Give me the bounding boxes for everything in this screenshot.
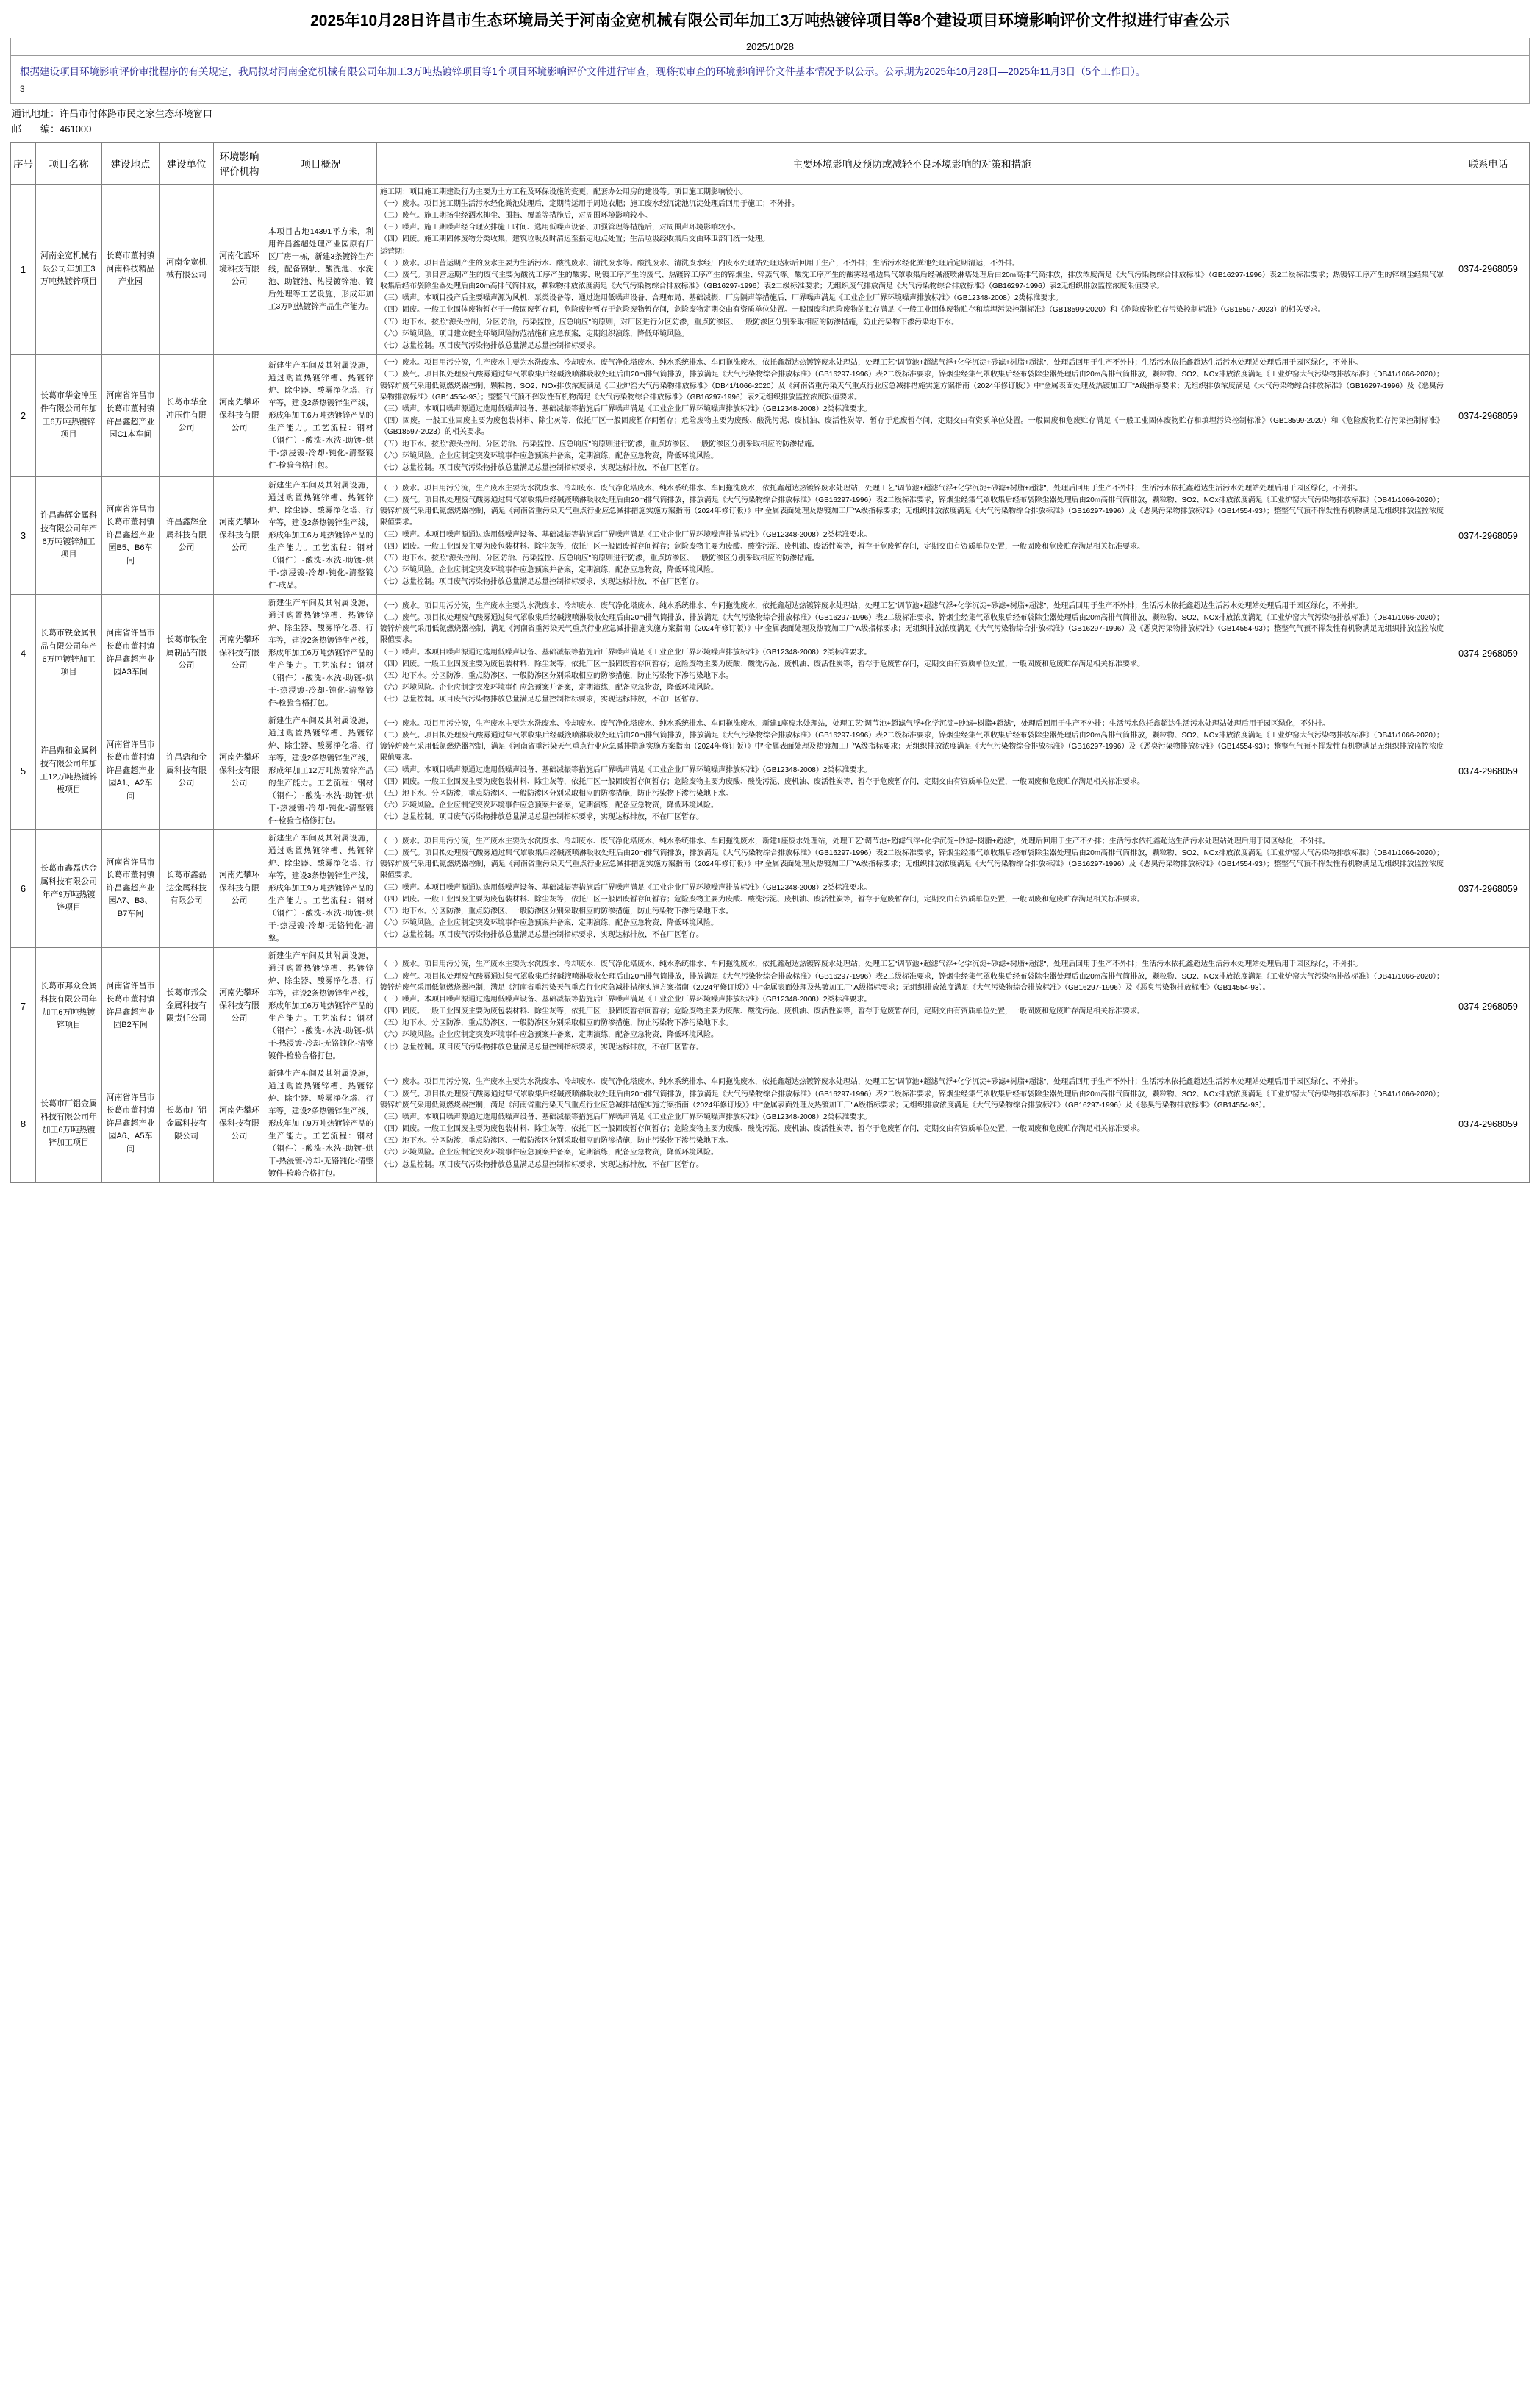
cell-overview: 新建生产车间及其附属设施，通过购置热镀锌槽、热镀锌炉、除尘器、酸雾净化塔、行车等，建设2条热镀锌生产线，形成年加工6万吨热镀锌产品的生产能力。工艺流程：钢材（钢件）-酸洗-水洗-助镀-烘干-热浸镀-冷却-钝化-清整镀件-检验合格打包。	[265, 355, 377, 477]
measure-paragraph: （七）总量控制。项目废气污染物排放总量满足总量控制指标要求，实现达标排放，不在厂区暂存。	[380, 1160, 703, 1169]
cell-phone: 0374-2968059	[1447, 830, 1530, 948]
measure-paragraph: （六）环境风险。企业应制定突发环境事件应急预案并备案，定期演练，配备应急物资，降低环境风险。	[380, 1031, 718, 1040]
measure-paragraph: （六）环境风险。企业应制定突发环境事件应急预案并备案，定期演练，配备应急物资，降低环境风险。	[380, 1149, 718, 1157]
cell-measures	[377, 712, 1447, 830]
cell-index: 8	[11, 1065, 36, 1183]
cell-measures	[377, 1065, 1447, 1183]
col-unit: 建设单位	[160, 142, 214, 184]
cell-overview: 新建生产车间及其附属设施，通过购置热镀锌槽、热镀锌炉、除尘器、酸雾净化塔、行车等，建设2条热镀锌生产线，形成年加工6万吨热镀锌产品的生产能力。工艺流程：钢材（钢件）-酸洗-水洗-助镀-烘干-热浸镀-冷却-钝化-清整镀件-成品。	[265, 477, 377, 595]
cell-phone: 0374-2968059	[1447, 184, 1530, 355]
measure-paragraph: （四）固废。一般工业固废主要为废包装材料、除尘灰等，依托厂区一般固废暂存间暂存；危险废物主要为废酸、酸洗污泥、废机油、废活性炭等，暂存于危废暂存间，定期交由有资质单位处置，一般固废和危废贮存满足相关标准要求。	[380, 542, 1145, 551]
cell-measures	[377, 830, 1447, 948]
cell-phone: 0374-2968059	[1447, 948, 1530, 1065]
cell-measures	[377, 184, 1447, 355]
contact-block	[10, 104, 1530, 142]
table-row	[11, 830, 1530, 948]
cell-site: 河南省许昌市长葛市董村镇许昌鑫超产业园A1、A2车间	[102, 712, 160, 830]
cell-unit: 长葛市铁金属制品有限公司	[160, 595, 214, 712]
cell-eia-org: 河南先攀环保科技有限公司	[214, 595, 265, 712]
measure-paragraph: （六）环境风险。企业应制定突发环境事件应急预案并备案，定期演练，配备应急物资，降低环境风险。	[380, 566, 718, 575]
table-row	[11, 355, 1530, 477]
cell-site: 河南省许昌市长葛市董村镇许昌鑫超产业园A7、B3、B7车间	[102, 830, 160, 948]
cell-unit: 河南金宽机械有限公司	[160, 184, 214, 355]
cell-measures	[377, 948, 1447, 1065]
col-measures: 主要环境影响及预防或减轻不良环境影响的对策和措施	[377, 142, 1447, 184]
col-index: 序号	[11, 142, 36, 184]
measure-paragraph: （五）地下水。按照"源头控制，分区防治，污染监控，应急响应"的原则，对厂区进行分区防渗，重点防渗区、一般防渗区分别采取相应的防渗措施，防止污染物下渗污染地下水。	[380, 318, 959, 326]
measure-paragraph: （七）总量控制。项目废气污染物排放总量满足总量控制指标要求，实现达标排放，不在厂区暂存。	[380, 931, 703, 940]
measure-paragraph: （三）噪声。本项目噪声源通过选用低噪声设备、基础减振等措施后厂界噪声满足《工业企业厂界环境噪声排放标准》（GB12348-2008）2类标准要求。	[380, 648, 872, 657]
cell-unit: 长葛市邦众金属科技有限责任公司	[160, 948, 214, 1065]
measure-paragraph: （七）总量控制。项目废气污染物排放总量满足总量控制指标要求，实现达标排放，不在厂区暂存。	[380, 1043, 703, 1051]
measure-paragraph: （二）废气。施工期扬尘经洒水抑尘、围挡、覆盖等措施后，对周围环境影响较小。	[380, 211, 652, 220]
cell-project-name: 许昌鑫辉金属科技有限公司年产6万吨镀锌加工项目	[36, 477, 102, 595]
cell-overview: 新建生产车间及其附属设施，通过购置热镀锌槽、热镀锌炉、除尘器、酸雾净化塔、行车等，建设2条热镀锌生产线，形成年加工6万吨热镀锌产品的生产能力。工艺流程：钢材（钢件）-酸洗-水洗-助镀-烘干-热浸镀-冷却-无铬钝化-清整镀件-检验合格打包。	[265, 948, 377, 1065]
cell-project-name: 长葛市铁金属制品有限公司年产6万吨镀锌加工项目	[36, 595, 102, 712]
measure-paragraph: （四）固废。一般工业固废主要为废包装材料、除尘灰等，依托厂区一般固废暂存间暂存；危险废物主要为废酸、酸洗污泥、废机油、废活性炭等，暂存于危废暂存间，定期交由有资质单位处置，一般固废和危废贮存满足相关标准要求。	[380, 895, 1145, 904]
cell-eia-org: 河南先攀环保科技有限公司	[214, 355, 265, 477]
cell-eia-org: 河南先攀环保科技有限公司	[214, 830, 265, 948]
contact-postcode: 邮 编：461000	[12, 123, 92, 135]
measure-paragraph: （三）噪声。本项目噪声源通过选用低噪声设备、基础减振等措施后厂界噪声满足《工业企业厂界环境噪声排放标准》（GB12348-2008）2类标准要求。	[380, 530, 872, 539]
cell-measures	[377, 595, 1447, 712]
cell-project-name: 河南金宽机械有限公司年加工3万吨热镀锌项目	[36, 184, 102, 355]
measure-paragraph: 运营期：	[380, 247, 409, 256]
measure-paragraph: （一）废水。项目用污分流，生产废水主要为水洗废水、冷却废水、废气净化塔废水、纯水系统排水、车间拖洗废水，新建1座废水处理站，处理工艺"调节池+超滤气浮+化学沉淀+砂滤+树脂+超滤"，处理后回用于生产不外排；生活污水依托鑫超达生活污水处理站处理后用于园区绿化，不外排。	[380, 719, 1330, 728]
measure-paragraph: （五）地下水。分区防渗，重点防渗区、一般防渗区分别采取相应的防渗措施，防止污染物下渗污染地下水。	[380, 1019, 733, 1028]
measure-paragraph: （七）总量控制。项目废气污染物排放总量满足总量控制指标要求，实现达标排放，不在厂区暂存。	[380, 696, 703, 704]
measure-paragraph: （五）地下水。分区防渗，重点防渗区、一般防渗区分别采取相应的防渗措施，防止污染物下渗污染地下水。	[380, 789, 733, 798]
cell-eia-org: 河南先攀环保科技有限公司	[214, 1065, 265, 1183]
measure-paragraph: （二）废气。项目拟处理废气酸雾通过集气罩收集后经碱液喷淋吸收处理后由20m排气筒排放，排放满足《大气污染物综合排放标准》（GB16297-1996）表2二级标准要求，锌烟尘经集气罩收集后经布袋除尘器处理后由20m高排气筒排放，颗粒物、SO2、NOx排放浓度满足《工业炉窑大气污染物排放标准》（DB41/1066-2020）；镀锌炉废气采用低氮燃烧器控制，颗粒物、SO2、NOx排放浓度满足《工业炉窑大气污染物排放标准》（DB41/1066-2020）及《河南省重污染天气重点行业应急减排措施实施方案指南（2024年修订版）》中"金属表面处理及热镀加工厂"A级指标要求；无组织排放浓度满足《大气污染物综合排放标准》（GB16297-1996）及《恶臭污染物排放标准》（GB14554-93）；整整气气预不挥发性有机物满足《大气污染物综合排放标准》（GB16297-1996）表2无组织排放监控浓度限值要求。	[380, 371, 1444, 401]
measure-paragraph: （二）废气。项目拟处理废气酸雾通过集气罩收集后经碱液喷淋吸收处理后由20m排气筒排放，排放满足《大气污染物综合排放标准》（GB16297-1996）表2二级标准要求，锌烟尘经集气罩收集后经布袋除尘器处理后由20m高排气筒排放，颗粒物、SO2、NOx排放浓度满足《工业炉窑大气污染物排放标准》（DB41/1066-2020）；镀锌炉废气采用低氮燃烧器控制，满足《河南省重污染天气重点行业应急减排措施实施方案指南（2024年修订版）》中"金属表面处理及热镀加工厂"A级指标要求；无组织排放浓度满足《大气污染物综合排放标准》（GB16297-1996）及《恶臭污染物排放标准》（GB14554-93）。	[380, 1090, 1444, 1110]
measure-paragraph: （四）固废。一般工业固体废物暂存于一般固废暂存间，危险废物暂存于危险废物暂存间，危险废物定期交由有资质单位处置。一般固废和危险废物的贮存满足《一般工业固体废物贮存和填埋污染控制标准》（GB18599-2020）和《危险废物贮存污染控制标准》（GB18597-2023）的相关要求。	[380, 306, 1325, 315]
table-header	[11, 142, 1530, 184]
cell-unit: 长葛市厂铝金属科技有限公司	[160, 1065, 214, 1183]
cell-eia-org: 河南先攀环保科技有限公司	[214, 477, 265, 595]
measure-paragraph: （一）废水。项目施工期生活污水经化粪池处理后，定期清运用于周边农肥；施工废水经沉淀池沉淀处理后回用于施工；不外排。	[380, 199, 799, 208]
measure-paragraph: （六）环境风险。项目建立健全环境风险防范措施和应急预案，定期组织演练，降低环境风险。	[380, 329, 689, 338]
measure-paragraph: （一）废水。项目用污分流，生产废水主要为水洗废水、冷却废水、废气净化塔废水、纯水系统排水、车间拖洗废水，依托鑫超达热镀锌废水处理站，处理工艺"调节池+超滤气浮+化学沉淀+砂滤+树脂+超滤"，处理后回用于生产不外排；生活污水依托鑫超达生活污水处理站处理后用于园区绿化，不外排。	[380, 359, 1363, 368]
cell-project-name: 长葛市鑫磊达金属科技有限公司年产9万吨热镀锌项目	[36, 830, 102, 948]
cell-site: 河南省许昌市长葛市董村镇许昌鑫超产业园A6、A5车间	[102, 1065, 160, 1183]
measure-paragraph: （三）噪声。本项目噪声源通过选用低噪声设备、基础减振等措施后厂界噪声满足《工业企业厂界环境噪声排放标准》（GB12348-2008）2类标准要求。	[380, 883, 872, 892]
measure-paragraph: （一）废水。项目用污分流，生产废水主要为水洗废水、冷却废水、废气净化塔废水、纯水系统排水、车间拖洗废水，依托鑫超达热镀锌废水处理站，处理工艺"调节池+超滤气浮+化学沉淀+砂滤+树脂+超滤"，处理后回用于生产不外排；生活污水依托鑫超达生活污水处理站处理后用于园区绿化，不外排。	[380, 484, 1363, 493]
cell-index: 1	[11, 184, 36, 355]
measure-paragraph: （七）总量控制。项目废气污染物排放总量满足总量控制指标要求。	[380, 342, 601, 351]
table-row	[11, 184, 1530, 355]
measure-paragraph: （六）环境风险。企业应制定突发环境事件应急预案并备案，定期演练，配备应急物资，降低环境风险。	[380, 684, 718, 693]
cell-unit: 长葛市华金冲压件有限公司	[160, 355, 214, 477]
measure-paragraph: （四）固废。一般工业固废主要为废包装材料、除尘灰等，依托厂区一般固废暂存间暂存；危险废物主要为废酸、酸洗污泥、废机油、废活性炭等，暂存于危废暂存间，定期交由有资质单位处置。一般固废和危废贮存满足《一般工业固体废物贮存和填埋污染控制标准》（GB18599-2020）和《危险废物贮存污染控制标准》（GB18597-2023）的相关要求。	[380, 417, 1444, 437]
cell-phone: 0374-2968059	[1447, 712, 1530, 830]
measure-paragraph: （六）环境风险。企业应制定突发环境事件应急预案并备案，定期演练，配备应急物资，降低环境风险。	[380, 801, 718, 810]
measure-paragraph: （五）地下水。分区防渗，重点防渗区、一般防渗区分别采取相应的防渗措施，防止污染物下渗污染地下水。	[380, 1137, 733, 1146]
col-phone: 联系电话	[1447, 142, 1530, 184]
document-page	[0, 0, 1540, 1198]
measure-paragraph: （三）噪声。本项目噪声源通过选用低噪声设备、基础减振等措施后厂界噪声满足《工业企业厂界环境噪声排放标准》（GB12348-2008）2类标准要求。	[380, 1112, 872, 1121]
col-project-name: 项目名称	[36, 142, 102, 184]
measure-paragraph: （三）噪声。本项目噪声源通过选用低噪声设备、基础减振等措施后厂界噪声满足《工业企业厂界环境噪声排放标准》（GB12348-2008）2类标准要求。	[380, 765, 872, 774]
cell-project-name: 长葛市邦众金属科技有限公司年加工6万吨热镀锌项目	[36, 948, 102, 1065]
contact-address: 通讯地址：许昌市付体路市民之家生态环境窗口	[12, 108, 213, 120]
measure-paragraph: （五）地下水。按照"源头控制、分区防治、污染监控、应急响应"的原则进行防渗，重点防渗区、一般防渗区分别采取相应的防渗措施。	[380, 440, 820, 449]
cell-index: 2	[11, 355, 36, 477]
notice-block	[10, 55, 1530, 104]
measure-paragraph: （一）废水。项目用污分流，生产废水主要为水洗废水、冷却废水、废气净化塔废水、纯水系统排水、车间拖洗废水，依托鑫超达热镀锌废水处理站，处理工艺"调节池+超滤气浮+化学沉淀+砂滤+树脂+超滤"，处理后回用于生产不外排；生活污水依托鑫超达生活污水处理站处理后用于园区绿化，不外排。	[380, 601, 1363, 610]
measure-paragraph: （五）地下水。按照"源头控制、分区防治、污染监控、应急响应"的原则进行防渗，重点防渗区、一般防渗区分别采取相应的防渗措施。	[380, 554, 820, 562]
table-row	[11, 477, 1530, 595]
measure-paragraph: （二）废气。项目拟处理废气酸雾通过集气罩收集后经碱液喷淋吸收处理后由20m排气筒排放，排放满足《大气污染物综合排放标准》（GB16297-1996）表2二级标准要求，锌烟尘经集气罩收集后经布袋除尘器处理后由20m高排气筒排放，颗粒物、SO2、NOx排放浓度满足《工业炉窑大气污染物排放标准》（DB41/1066-2020）；镀锌炉废气采用低氮燃烧器控制，满足《河南省重污染天气重点行业应急减排措施实施方案指南（2024年修订版）》中"金属表面处理及热镀加工厂"A级指标要求；无组织排放浓度满足《大气污染物综合排放标准》（GB16297-1996）及《恶臭污染物排放标准》（GB14554-93）；整整气气预不挥发性有机物满足无组织排放监控浓度限值要求。	[380, 731, 1444, 762]
cell-unit: 许昌鼎和金属科技有限公司	[160, 712, 214, 830]
measure-paragraph: （二）废气。项目拟处理废气酸雾通过集气罩收集后经碱液喷淋吸收处理后由20m排气筒排放，排放满足《大气污染物综合排放标准》（GB16297-1996）表2二级标准要求，锌烟尘经集气罩收集后经布袋除尘器处理后由20m高排气筒排放，颗粒物、SO2、NOx排放浓度满足《工业炉窑大气污染物排放标准》（DB41/1066-2020）；镀锌炉废气采用低氮燃烧器控制，满足《河南省重污染天气重点行业应急减排措施实施方案指南（2024年修订版）》中"金属表面处理及热镀加工厂"A级指标要求；无组织排放浓度满足《大气污染物综合排放标准》（GB16297-1996）及《恶臭污染物排放标准》（GB14554-93）；整整气气预不挥发性有机物满足无组织排放监控浓度限值要求。	[380, 613, 1444, 645]
measure-paragraph: （七）总量控制。项目废气污染物排放总量满足总量控制指标要求，实现达标排放，不在厂区暂存。	[380, 578, 703, 587]
cell-overview: 新建生产车间及其附属设施，通过购置热镀锌槽、热镀锌炉、除尘器、酸雾净化塔、行车等，建设2条热镀锌生产线，形成年加工6万吨热镀锌产品的生产能力。工艺流程：钢材（钢件）-酸洗-水洗-助镀-烘干-热浸镀-冷却-钝化-清整镀件-检验合格打包。	[265, 595, 377, 712]
table-body	[11, 184, 1530, 1183]
measure-paragraph: （二）废气。项目营运期产生的废气主要为酸洗工序产生的酸雾、助镀工序产生的废气、热镀锌工序产生的锌烟尘、锌蒸气等。酸洗工序产生的酸雾经槽边集气罩收集后经碱液喷淋塔处理后由20m高排气筒排放，排放浓度满足《大气污染物综合排放标准》（GB16297-1996）表2二级标准要求；热镀锌工序产生的锌烟尘经集气罩收集后经布袋除尘器处理后由20m高排气筒排放，颗粒物排放浓度满足《大气污染物综合排放标准》（GB16297-1996）表2二级标准要求；无组织废气排放满足《大气污染物综合排放标准》（GB16297-1996）表2无组织排放监控浓度限值要求。	[380, 271, 1444, 291]
table-row	[11, 595, 1530, 712]
cell-overview: 本项目占地14391平方米，利用许昌鑫超处理产业园原有厂区厂房一栋，新建3条镀锌生产线，配备钢轨、酸洗池、水洗池、助镀池、热浸镀锌池、镀后处理等工艺设施，形成年加工3万吨热镀锌产品生产能力。	[265, 184, 377, 355]
measure-paragraph: （四）固废。一般工业固废主要为废包装材料、除尘灰等，依托厂区一般固废暂存间暂存；危险废物主要为废酸、酸洗污泥、废机油、废活性炭等，暂存于危废暂存间，定期交由有资质单位处置，一般固废和危废贮存满足相关标准要求。	[380, 777, 1145, 786]
notice-text: 根据建设项目环境影响评价审批程序的有关规定，我局拟对河南金宽机械有限公司年加工3万吨热镀锌项目等1个项目环境影响评价文件进行审查，现将拟审查的环境影响评价文件基本情况予以公示。公示期为2025年10月28日—2025年11月3日（5个工作日）。	[20, 66, 1146, 78]
cell-overview: 新建生产车间及其附属设施，通过购置热镀锌槽、热镀锌炉、除尘器、酸雾净化塔、行车等，建设3条热镀锌生产线，形成年加工9万吨热镀锌产品的生产能力。工艺流程：钢材（钢件）-酸洗-水洗-助镀-烘干-热浸镀-冷却-无铬钝化-清整。	[265, 830, 377, 948]
cell-eia-org: 河南化蓝环境科技有限公司	[214, 184, 265, 355]
measure-paragraph: （七）总量控制。项目废气污染物排放总量满足总量控制指标要求，实现达标排放，不在厂区暂存。	[380, 813, 703, 822]
notice-extra: 3	[20, 84, 25, 95]
col-site: 建设地点	[102, 142, 160, 184]
measure-paragraph: （四）固废。一般工业固废主要为废包装材料、除尘灰等，依托厂区一般固废暂存间暂存；危险废物主要为废酸、酸洗污泥、废机油、废活性炭等，暂存于危废暂存间，定期交由有资质单位处置，一般固废和危废贮存满足相关标准要求。	[380, 1125, 1145, 1134]
cell-unit: 许昌鑫辉金属科技有限公司	[160, 477, 214, 595]
cell-site: 河南省许昌市长葛市董村镇许昌鑫超产业园A3车间	[102, 595, 160, 712]
cell-phone: 0374-2968059	[1447, 1065, 1530, 1183]
measure-paragraph: 施工期：项目施工期建设行为主要为土方工程及环保设施的变更，配套办公用房的建设等。项目施工期影响较小。	[380, 188, 748, 196]
table-row	[11, 948, 1530, 1065]
measure-paragraph: （四）固废。一般工业固废主要为废包装材料、除尘灰等，依托厂区一般固废暂存间暂存；危险废物主要为废酸、酸洗污泥、废机油、废活性炭等，暂存于危废暂存间，定期交由有资质单位处置，一般固废和危废贮存满足相关标准要求。	[380, 1007, 1145, 1016]
table-row	[11, 712, 1530, 830]
measure-paragraph: （五）地下水。分区防渗，重点防渗区、一般防渗区分别采取相应的防渗措施，防止污染物下渗污染地下水。	[380, 671, 733, 680]
projects-table	[10, 142, 1530, 1184]
measure-paragraph: （三）噪声。施工期噪声经合理安排施工时间、选用低噪声设备、加强管理等措施后，对周围声环境影响较小。	[380, 224, 740, 232]
measure-paragraph: （一）废水。项目用污分流，生产废水主要为水洗废水、冷却废水、废气净化塔废水、纯水系统排水、车间拖洗废水，依托鑫超达热镀锌废水处理站，处理工艺"调节池+超滤气浮+化学沉淀+砂滤+树脂+超滤"，处理后回用于生产不外排；生活污水依托鑫超达生活污水处理站处理后用于园区绿化，不外排。	[380, 960, 1363, 969]
cell-measures	[377, 355, 1447, 477]
cell-index: 7	[11, 948, 36, 1065]
table-row	[11, 1065, 1530, 1183]
measure-paragraph: （一）废水。项目用污分流，生产废水主要为水洗废水、冷却废水、废气净化塔废水、纯水系统排水、车间拖洗废水，依托鑫超达热镀锌废水处理站，处理工艺"调节池+超滤气浮+化学沉淀+砂滤+树脂+超滤"，处理后回用于生产不外排；生活污水依托鑫超达生活污水处理站处理后用于园区绿化，不外排。	[380, 1078, 1363, 1087]
cell-phone: 0374-2968059	[1447, 355, 1530, 477]
cell-measures	[377, 477, 1447, 595]
measure-paragraph: （三）噪声。本项目噪声源通过选用低噪声设备、基础减振等措施后厂界噪声满足《工业企业厂界环境噪声排放标准》（GB12348-2008）2类标准要求。	[380, 995, 872, 1004]
cell-index: 6	[11, 830, 36, 948]
measure-paragraph: （七）总量控制。项目废气污染物排放总量满足总量控制指标要求，实现达标排放，不在厂区暂存。	[380, 463, 703, 472]
cell-overview: 新建生产车间及其附属设施，通过购置热镀锌槽、热镀锌炉、除尘器、酸雾净化塔、行车等，建设2条热镀锌生产线，形成年加工9万吨热镀锌产品的生产能力。工艺流程：钢材（钢件）-酸洗-水洗-助镀-烘干-热浸镀-冷却-无铬钝化-清整镀件-检验合格打包。	[265, 1065, 377, 1183]
measure-paragraph: （一）废水。项目用污分流，生产废水主要为水洗废水、冷却废水、废气净化塔废水、纯水系统排水、车间拖洗废水，新建1座废水处理站，处理工艺"调节池+超滤气浮+化学沉淀+砂滤+树脂+超滤"，处理后回用于生产不外排；生活污水依托鑫超达生活污水处理站处理后用于园区绿化，不外排。	[380, 837, 1330, 846]
header-row	[11, 142, 1530, 184]
col-overview: 项目概况	[265, 142, 377, 184]
cell-site: 河南省许昌市长葛市董村镇许昌鑫超产业园B2车间	[102, 948, 160, 1065]
measure-paragraph: （六）环境风险。企业应制定突发环境事件应急预案并备案，定期演练，配备应急物资，降低环境风险。	[380, 919, 718, 928]
measure-paragraph: （三）噪声。本项目噪声源通过选用低噪声设备、基础减振等措施后厂界噪声满足《工业企业厂界环境噪声排放标准》（GB12348-2008）2类标准要求。	[380, 404, 872, 413]
measure-paragraph: （一）废水。项目营运期产生的废水主要为生活污水、酸洗废水、清洗废水等。酸洗废水、清洗废水经厂内废水处理站处理达标后回用于生产，不外排；生活污水经化粪池处理后定期清运，不外排。	[380, 259, 1020, 268]
measure-paragraph: （四）固废。施工期固体废物分类收集，建筑垃圾及时清运至指定地点处置；生活垃圾经收集后交由环卫部门统一处理。	[380, 235, 770, 244]
col-eia-org: 环境影响评价机构	[214, 142, 265, 184]
cell-project-name: 长葛市厂铝金属科技有限公司年加工6万吨热镀锌加工项目	[36, 1065, 102, 1183]
cell-unit: 长葛市鑫磊达金属科技有限公司	[160, 830, 214, 948]
cell-phone: 0374-2968059	[1447, 477, 1530, 595]
cell-index: 3	[11, 477, 36, 595]
cell-site: 长葛市董村镇河南科技精品产业园	[102, 184, 160, 355]
cell-overview: 新建生产车间及其附属设施，通过购置热镀锌槽、热镀锌炉、除尘器、酸雾净化塔、行车等，建设2条热镀锌生产线，形成年加工12万吨热镀锌产品的生产能力。工艺流程：钢材（钢件）-酸洗-水洗-助镀-烘干-热浸镀-冷却-钝化-清整镀件-检验合格修打包。	[265, 712, 377, 830]
cell-eia-org: 河南先攀环保科技有限公司	[214, 712, 265, 830]
measure-paragraph: （五）地下水。分区防渗，重点防渗区、一般防渗区分别采取相应的防渗措施，防止污染物下渗污染地下水。	[380, 907, 733, 915]
cell-project-name: 许昌鼎和金属科技有限公司年加工12万吨热镀锌板项目	[36, 712, 102, 830]
measure-paragraph: （四）固废。一般工业固废主要为废包装材料、除尘灰等，依托厂区一般固废暂存间暂存；危险废物主要为废酸、酸洗污泥、废机油、废活性炭等，暂存于危废暂存间，定期交由有资质单位处置，一般固废和危废贮存满足相关标准要求。	[380, 660, 1145, 668]
cell-phone: 0374-2968059	[1447, 595, 1530, 712]
cell-index: 5	[11, 712, 36, 830]
measure-paragraph: （六）环境风险。企业应制定突发环境事件应急预案并备案，定期演练，配备应急物资，降低环境风险。	[380, 451, 718, 460]
cell-eia-org: 河南先攀环保科技有限公司	[214, 948, 265, 1065]
page-title: 2025年10月28日许昌市生态环境局关于河南金宽机械有限公司年加工3万吨热镀锌项目等8个建设项目环境影响评价文件拟进行审查公示	[310, 12, 1230, 29]
measure-paragraph: （二）废气。项目拟处理废气酸雾通过集气罩收集后经碱液喷淋吸收处理后由20m排气筒排放，排放满足《大气污染物综合排放标准》（GB16297-1996）表2二级标准要求，锌烟尘经集气罩收集后经布袋除尘器处理后由20m高排气筒排放，颗粒物、SO2、NOx排放浓度满足《工业炉窑大气污染物排放标准》（DB41/1066-2020）；镀锌炉废气采用低氮燃烧器控制，满足《河南省重污染天气重点行业应急减排措施实施方案指南（2024年修订版）》中"金属表面处理及热镀加工厂"A级指标要求；无组织排放浓度满足《大气污染物综合排放标准》（GB16297-1996）及《恶臭污染物排放标准》（GB14554-93）；整整气气预不挥发性有机物满足无组织排放监控浓度限值要求。	[380, 849, 1444, 880]
cell-site: 河南省许昌市长葛市董村镇许昌鑫超产业园B5、B6车间	[102, 477, 160, 595]
measure-paragraph: （三）噪声。本项目投产后主要噪声源为风机、泵类设备等，通过选用低噪声设备、合理布局、基础减振、厂房隔声等措施后，厂界噪声满足《工业企业厂界环境噪声排放标准》（GB12348-2008）2类标准要求。	[380, 294, 1063, 303]
cell-site: 河南省许昌市长葛市董村镇许昌鑫超产业园C1本车间	[102, 355, 160, 477]
measure-paragraph: （二）废气。项目拟处理废气酸雾通过集气罩收集后经碱液喷淋吸收处理后由20m排气筒排放，排放满足《大气污染物综合排放标准》（GB16297-1996）表2二级标准要求，锌烟尘经集气罩收集后经布袋除尘器处理后由20m高排气筒排放，颗粒物、SO2、NOx排放浓度满足《工业炉窑大气污染物排放标准》（DB41/1066-2020）；镀锌炉废气采用低氮燃烧器控制，满足《河南省重污染天气重点行业应急减排措施实施方案指南（2024年修订版）》中"金属表面处理及热镀加工厂"A级指标要求；无组织排放浓度满足《大气污染物综合排放标准》（GB16297-1996）及《恶臭污染物排放标准》（GB14554-93）。	[380, 972, 1444, 992]
cell-index: 4	[11, 595, 36, 712]
publish-date: 2025/10/28	[10, 38, 1530, 55]
measure-paragraph: （二）废气。项目拟处理废气酸雾通过集气罩收集后经碱液喷淋吸收处理后由20m排气筒排放，排放满足《大气污染物综合排放标准》（GB16297-1996）表2二级标准要求，锌烟尘经集气罩收集后经布袋除尘器处理后由20m高排气筒排放，颗粒物、SO2、NOx排放浓度满足《工业炉窑大气污染物排放标准》（DB41/1066-2020）；镀锌炉废气采用低氮燃烧器控制，满足《河南省重污染天气重点行业应急减排措施实施方案指南（2024年修订版）》中"金属表面处理及热镀加工厂"A级指标要求；无组织排放浓度满足《大气污染物综合排放标准》（GB16297-1996）及《恶臭污染物排放标准》（GB14554-93）；整整气气预不挥发性有机物满足无组织排放监控浓度限值要求。	[380, 496, 1444, 527]
cell-project-name: 长葛市华金冲压件有限公司年加工6万吨热镀锌项目	[36, 355, 102, 477]
